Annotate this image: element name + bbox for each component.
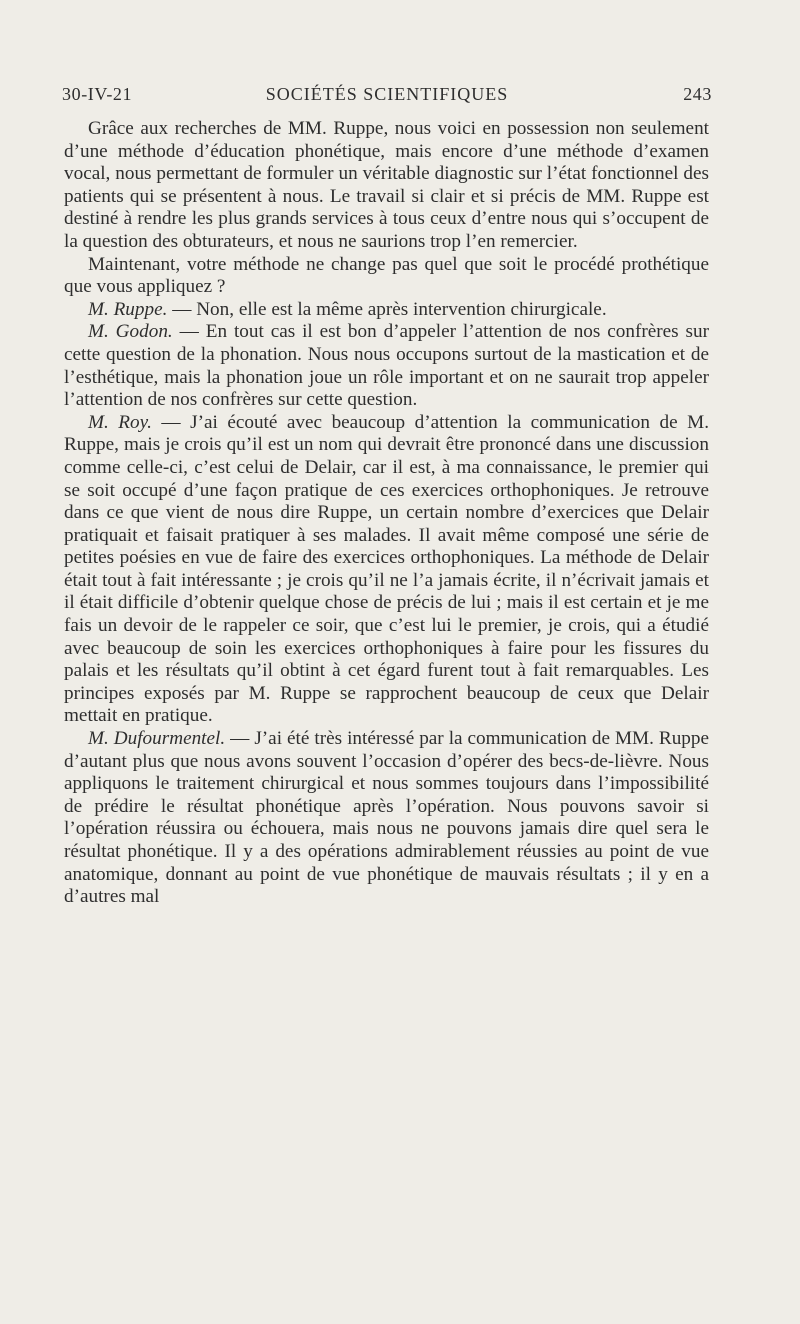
speaker-name: M. Godon. [88, 321, 173, 343]
speaker-name: M. Dufourmentel. [88, 728, 226, 750]
speaker-name: M. Roy. [88, 411, 152, 433]
running-header [62, 84, 712, 108]
paragraph [64, 412, 709, 728]
speaker-name: M. Ruppe. [88, 298, 168, 320]
page-number: 243 [683, 84, 712, 104]
paragraph [64, 254, 709, 299]
paragraph-text: Grâce aux recherches de MM. Ruppe, nous voici en possession non seulement d’une méthode d’éducation phonétique, mais encore d’une méthode d’examen vocal, nous permettant de formuler un véritable diagnostic sur l’état fonctionnel des patients qui se présentent à nous. Le travail si clair et si précis de MM. Ruppe est destiné à rendre les plus grands services à tous ceux d’entre nous qui s’occupent de la question des obturateurs, et nous ne saurions trop l’en remercier. [64, 118, 709, 252]
paragraph-text: — J’ai écouté avec beaucoup d’attention la communication de M. Ruppe, mais je crois qu’il est un nom qui devrait être prononcé dans une discussion comme celle-ci, c’est celui de Delair, car il est, à ma connaissance, le premier qui se soit occupé d’une façon pratique de ces exercices orthophoniques. Je retrouve dans ce que vient de nous dire Ruppe, un certain nombre d’exercices que Delair pratiquait et faisait pratiquer à ses malades. Il avait même composé une série de petites poésies en vue de faire des exercices orthophoniques. La méthode de Delair était tout à fait intéressante ; je crois qu’il ne l’a jamais écrite, il n’écrivait jamais et il était difficile d’obtenir quelque chose de précis de lui ; mais il est certain et je me fais un devoir de le rappeler ce soir, que c’est lui le premier, je crois, qui a étudié avec beaucoup de soin les exercices orthophoniques à faire pour les fissures du palais et les résultats qu’il obtint à cet égard furent tout à fait remarquables. Les principes exposés par M. Ruppe se rapprochent beaucoup de ceux que Delair mettait en pratique. [64, 411, 709, 727]
body-text [64, 118, 709, 909]
paragraph-text: — J’ai été très intéressé par la communication de MM. Ruppe d’autant plus que nous avons souvent l’occasion d’opérer des becs-de-lièvre. Nous appliquons le traitement chirurgical et nous sommes toujours dans l’impossibilité de prédire le résultat phonétique après l’opération. Nous pouvons savoir si l’opération réussira ou échouera, mais nous ne pouvons jamais dire quel sera le résultat phonétique. Il y a des opérations admirablement réussies au point de vue anatomique, donnant au point de vue phonétique de mauvais résultats ; il y en a d’autres mal [64, 728, 709, 908]
paragraph [64, 321, 709, 411]
header-date: 30-IV-21 [62, 84, 133, 104]
paragraph [64, 299, 709, 322]
paragraph [64, 728, 709, 909]
header-title: SOCIÉTÉS SCIENTIFIQUES [265, 84, 509, 104]
paragraph [64, 118, 709, 254]
paragraph-text: — En tout cas il est bon d’appeler l’attention de nos confrères sur cette question de la phonation. Nous nous occupons surtout de la mastication et de l’esthétique, mais la phonation joue un rôle important et on ne saurait trop appeler l’attention de nos confrères sur cette question. [64, 321, 709, 411]
paragraph-text: Maintenant, votre méthode ne change pas quel que soit le procédé prothétique que vous appliquez ? [64, 253, 709, 298]
paragraph-text: — Non, elle est la même après intervention chirurgicale. [167, 298, 607, 320]
